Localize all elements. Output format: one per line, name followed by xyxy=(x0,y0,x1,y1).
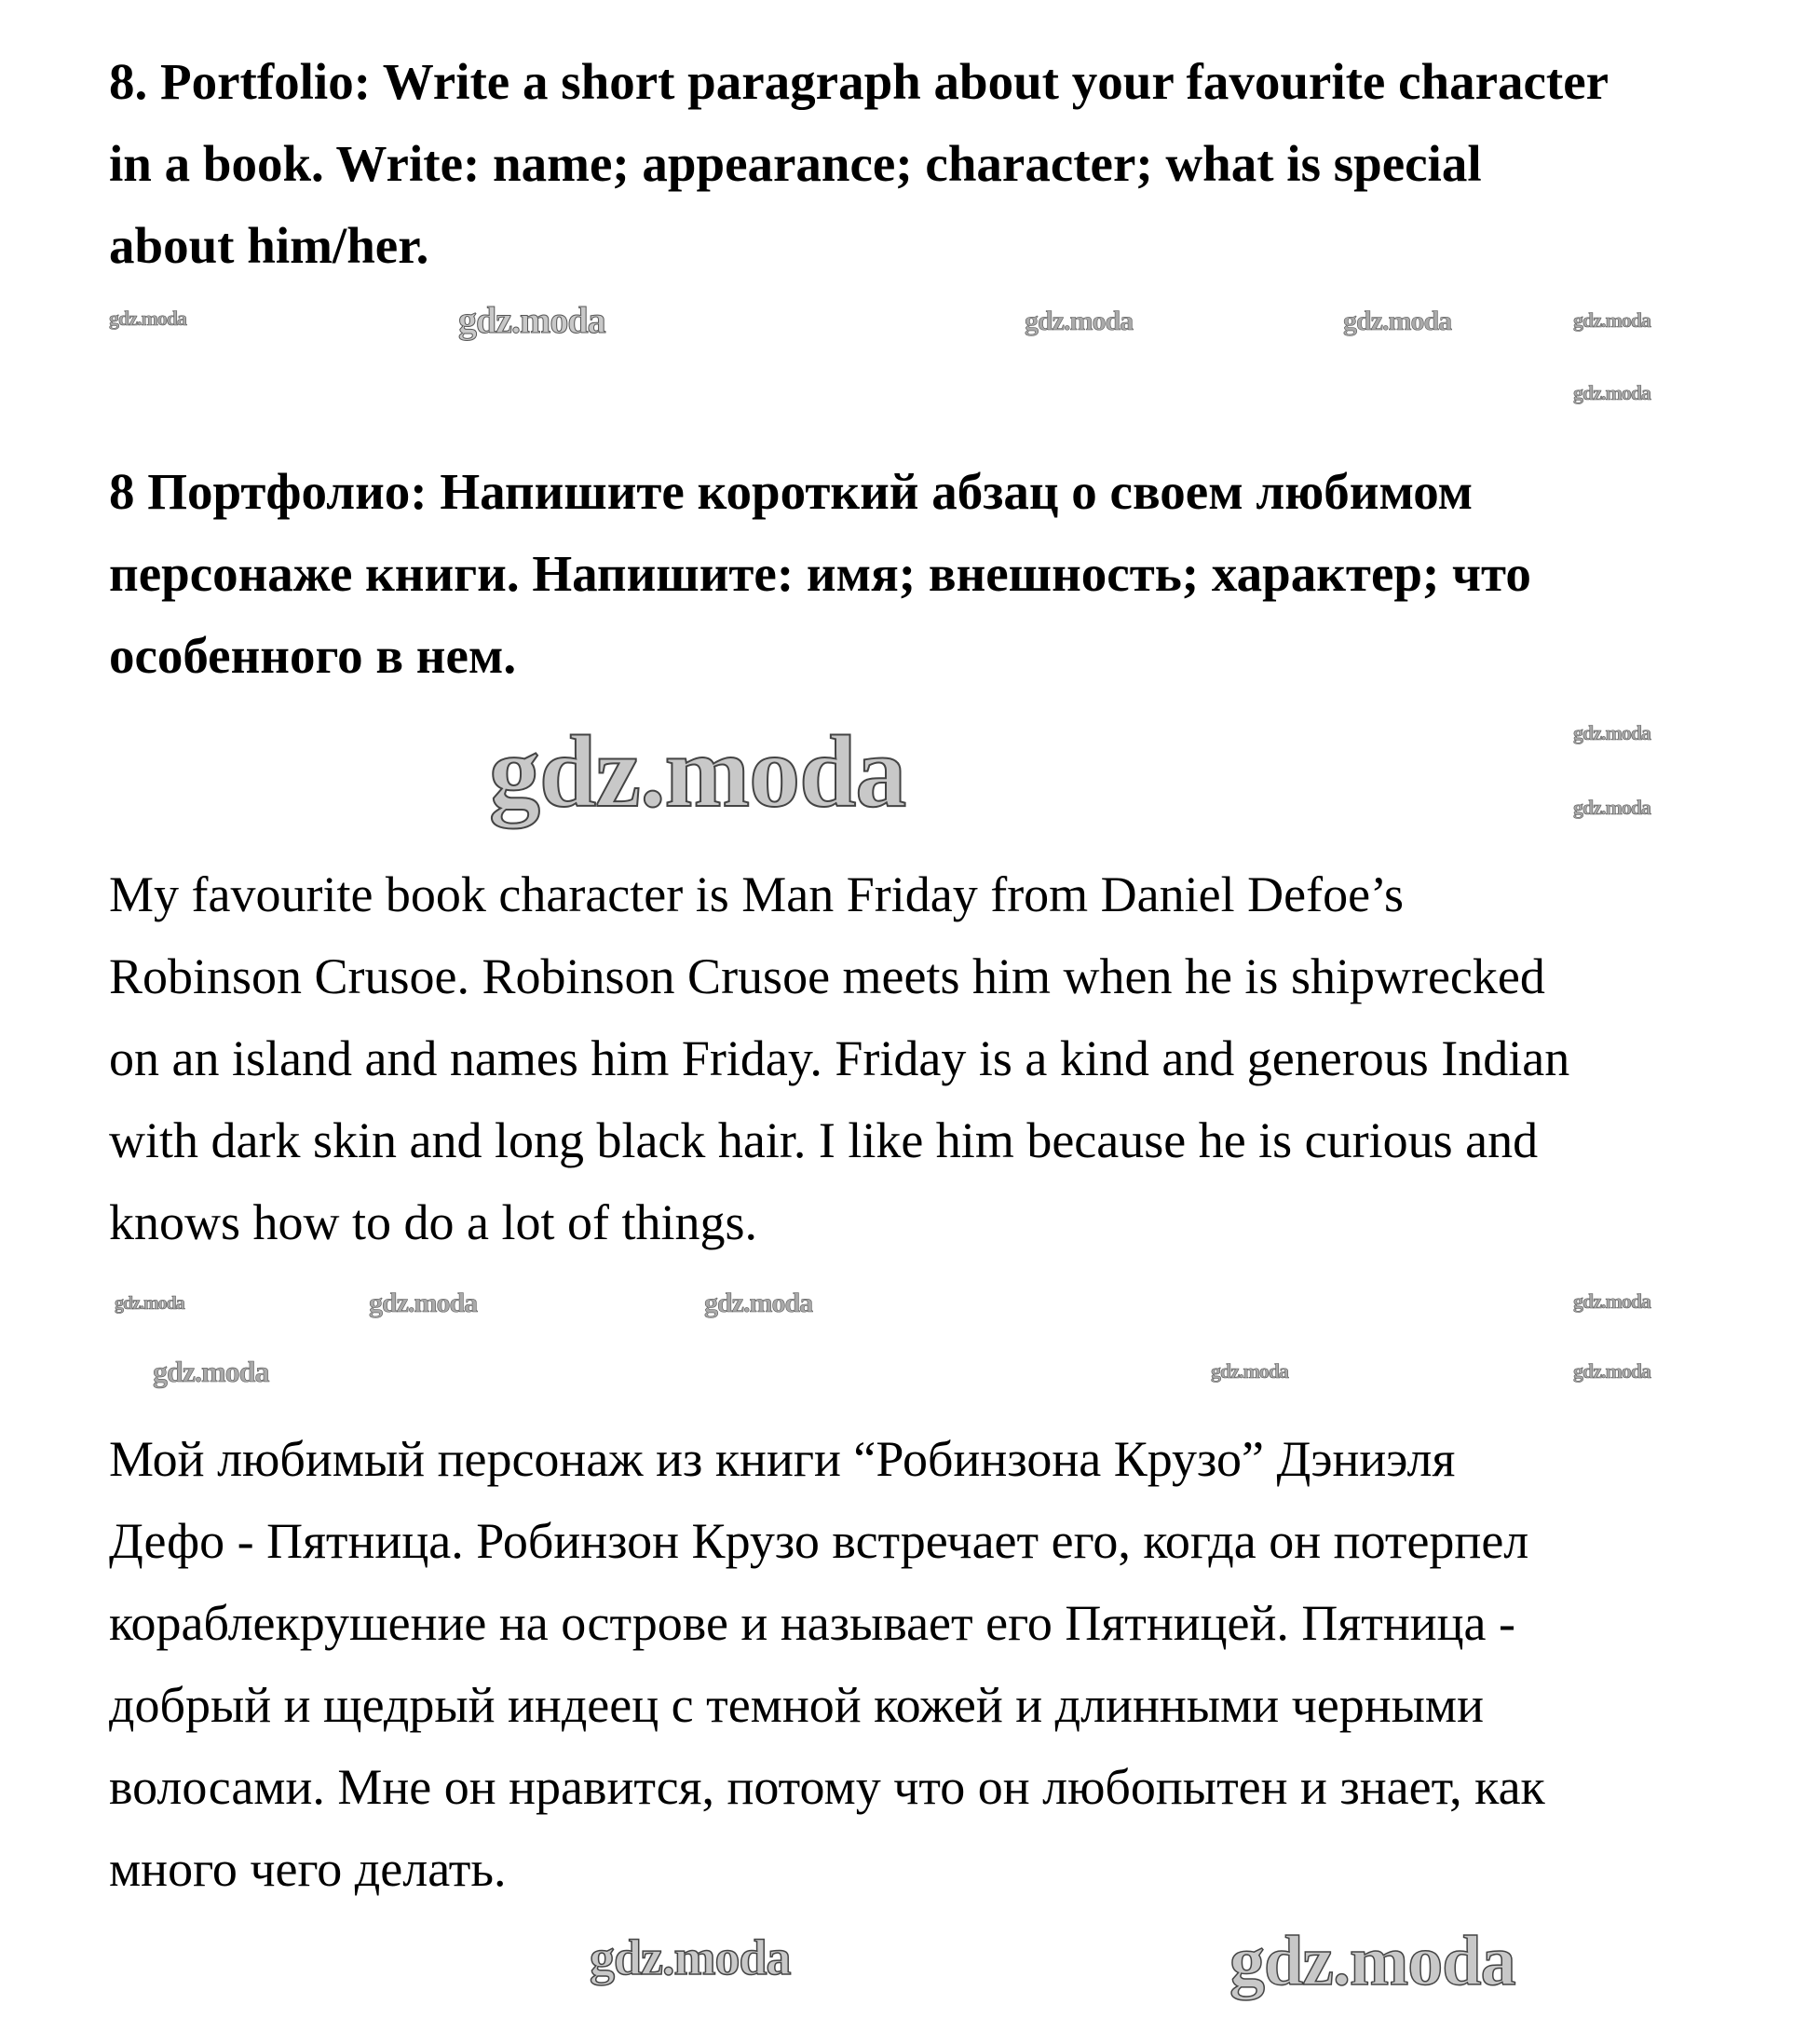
answer-russian-line: волосами. Мне он нравится, потому что он любопытен и знает, как xyxy=(109,1759,1545,1815)
answer-english-line: with dark skin and long black hair. I like him because he is curious and xyxy=(109,1112,1539,1168)
watermark: gdz.moda xyxy=(704,1288,813,1318)
watermark: gdz.moda xyxy=(489,715,906,828)
watermark: gdz.moda xyxy=(1573,1359,1651,1383)
watermark: gdz.moda xyxy=(590,1929,791,1985)
watermark: gdz.moda xyxy=(115,1293,184,1314)
watermark: gdz.moda xyxy=(1343,306,1452,336)
answer-russian-line: много чего делать. xyxy=(109,1841,507,1897)
watermark: gdz.moda xyxy=(153,1355,269,1388)
answer-russian-line: Дефо - Пятница. Робинзон Крузо встречает его, когда он потерпел xyxy=(109,1513,1529,1569)
watermark: gdz.moda xyxy=(109,307,187,330)
watermark: gdz.moda xyxy=(1573,381,1651,404)
answer-russian-line: Мой любимый персонаж из книги “Робинзона Крузо” Дэниэля xyxy=(109,1431,1456,1487)
task-russian xyxy=(109,451,1531,697)
answer-russian-line: кораблекрушение на острове и называет его Пятницей. Пятница - xyxy=(109,1595,1515,1651)
watermark: gdz.moda xyxy=(369,1288,478,1318)
task-english-line: in a book. Write: name; appearance; character; what is special xyxy=(109,135,1482,192)
answer-english-line: knows how to do a lot of things. xyxy=(109,1194,757,1250)
task-russian-line: особенного в нем. xyxy=(109,627,517,684)
watermark: gdz.moda xyxy=(1573,308,1651,332)
watermark: gdz.moda xyxy=(1573,721,1651,744)
answer-english-line: Robinson Crusoe. Robinson Crusoe meets him when he is shipwrecked xyxy=(109,948,1545,1004)
watermark: gdz.moda xyxy=(458,299,605,341)
task-russian-line: персонаже книги. Напишите: имя; внешность; характер; что xyxy=(109,545,1531,602)
answer-russian xyxy=(109,1418,1545,1910)
answer-english xyxy=(109,853,1569,1263)
watermark: gdz.moda xyxy=(1229,1922,1515,2000)
task-english-line: about him/her. xyxy=(109,217,429,274)
answer-english-line: on an island and names him Friday. Friday is a kind and generous Indian xyxy=(109,1030,1570,1086)
answer-english-line: My favourite book character is Man Friday from Daniel Defoe’s xyxy=(109,866,1405,922)
watermark: gdz.moda xyxy=(1025,306,1134,336)
answer-russian-line: добрый и щедрый индеец с темной кожей и длинными черными xyxy=(109,1677,1484,1733)
watermark: gdz.moda xyxy=(1573,796,1651,819)
watermark: gdz.moda xyxy=(1211,1359,1289,1383)
task-english-line: 8. Portfolio: Write a short paragraph about your favourite character xyxy=(109,53,1609,110)
watermark: gdz.moda xyxy=(1573,1289,1651,1313)
task-english xyxy=(109,41,1609,287)
task-russian-line: 8 Портфолио: Напишите короткий абзац о своем любимом xyxy=(109,463,1474,520)
